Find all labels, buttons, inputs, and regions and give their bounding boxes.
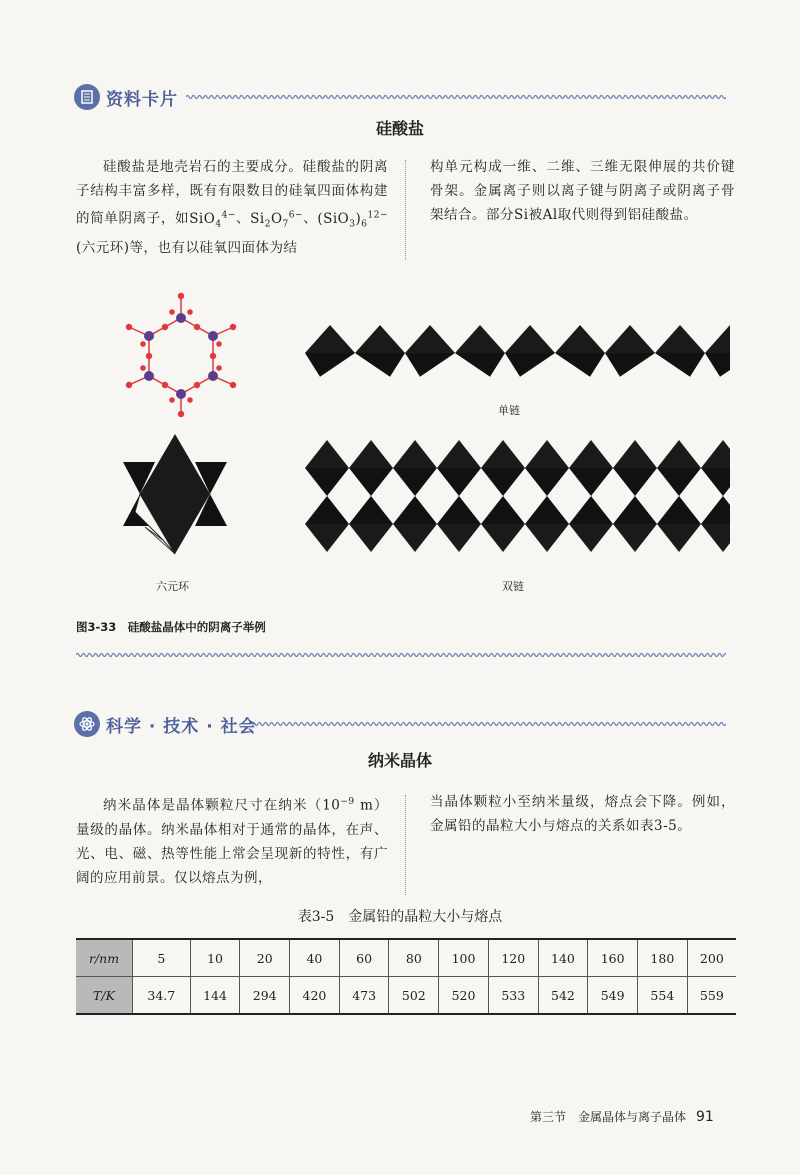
tetrahedron — [655, 353, 705, 377]
table-cell: 542 — [538, 977, 588, 1015]
card-text-2: (六元环)等，也有以硅氧四面体为结 — [76, 240, 298, 257]
row-header: r/nm — [76, 939, 133, 977]
tetrahedron — [705, 325, 730, 353]
tetrahedron — [605, 353, 655, 377]
table-cell: 473 — [339, 977, 389, 1015]
tetrahedron — [305, 440, 349, 468]
card-text-right: 构单元构成一维、二维、三维无限伸展的共价键骨架。金属离子则以离子键与阴离子或阴离子骨架结合。部分Si被Al取代则得到铝硅酸盐。 — [430, 159, 735, 223]
table-cell: 10 — [190, 939, 240, 977]
tetrahedron — [701, 524, 730, 552]
wavy-divider — [186, 93, 726, 101]
tetrahedron — [657, 468, 701, 496]
figure-caption: 图3-33 硅酸盐晶体中的阴离子举例 — [76, 620, 266, 634]
wavy-divider-sts — [252, 720, 726, 728]
table-cell: 520 — [439, 977, 489, 1015]
tetrahedron — [525, 496, 569, 524]
tetrahedron — [305, 468, 349, 496]
row-header: T/K — [76, 977, 133, 1015]
tetrahedron — [555, 325, 605, 353]
notebook-icon — [74, 84, 100, 110]
tetrahedron — [305, 325, 355, 353]
tetrahedron — [405, 353, 455, 377]
atom-icon — [74, 711, 100, 737]
tetrahedron — [393, 440, 437, 468]
six-ring-molecule-diagram — [118, 288, 248, 418]
tetrahedron — [481, 440, 525, 468]
formula-sio4: SiO$_4^{4-}$ — [189, 210, 236, 230]
tetrahedron — [349, 496, 393, 524]
table-cell: 420 — [290, 977, 340, 1015]
table-cell: 533 — [488, 977, 538, 1015]
table-cell: 140 — [538, 939, 588, 977]
footer-section: 第三节 金属晶体与离子晶体 — [530, 1110, 687, 1124]
tetrahedron — [437, 496, 481, 524]
column-divider-sts — [405, 795, 406, 895]
single-chain-diagram — [300, 318, 730, 388]
tetrahedron — [505, 325, 555, 353]
tetrahedron — [481, 524, 525, 552]
table-cell: 559 — [687, 977, 736, 1015]
table-cell: 180 — [638, 939, 688, 977]
sts-right-column — [430, 790, 735, 838]
table-cell: 34.7 — [133, 977, 191, 1015]
tetrahedron — [613, 496, 657, 524]
tetrahedron — [349, 440, 393, 468]
six-ring-tetrahedra-diagram — [115, 432, 235, 557]
label-double-chain: 双链 — [502, 580, 524, 593]
sts-text-right: 当晶体颗粒小至纳米量级，熔点会下降。例如，金属铅的晶粒大小与熔点的关系如表3-5。 — [430, 794, 735, 834]
tetrahedron — [569, 524, 613, 552]
tetrahedron — [613, 468, 657, 496]
table-cell: 554 — [638, 977, 688, 1015]
tetrahedron — [525, 524, 569, 552]
table-cell: 80 — [389, 939, 439, 977]
formula-sio3-6: $(SiO_3)_6^{12-}$ — [317, 210, 388, 230]
tetrahedron — [701, 496, 730, 524]
table-cell: 60 — [339, 939, 389, 977]
tetrahedron — [393, 468, 437, 496]
table-cell: 20 — [240, 939, 290, 977]
tetrahedron — [613, 524, 657, 552]
tetrahedron — [701, 440, 730, 468]
section-label-sts: 科学 · 技术 · 社会 — [106, 716, 257, 737]
section-header-card — [74, 82, 178, 112]
page-number: 91 — [696, 1109, 714, 1125]
table-cell: 40 — [290, 939, 340, 977]
table-cell: 100 — [439, 939, 489, 977]
card-right-column — [430, 155, 735, 227]
card-text-1: 硅酸盐是地壳岩石的主要成分。硅酸盐的阴离子结构丰富多样，既有有限数目的硅氧四面体构建的简单阴离子，如 — [76, 159, 388, 227]
tetrahedron — [355, 325, 405, 353]
double-chain-diagram — [300, 440, 730, 552]
tetrahedron — [437, 468, 481, 496]
tetrahedron — [393, 496, 437, 524]
table-cell: 502 — [389, 977, 439, 1015]
tetrahedron — [455, 353, 505, 377]
table-cell: 160 — [588, 939, 638, 977]
tetrahedron — [657, 440, 701, 468]
label-single-chain: 单链 — [498, 404, 520, 417]
section-header-sts — [74, 709, 257, 739]
tetrahedron — [657, 524, 701, 552]
tetrahedron — [305, 353, 355, 377]
tetrahedron — [349, 524, 393, 552]
tetrahedron — [349, 468, 393, 496]
lead-melting-point-table — [76, 938, 736, 1015]
table-caption: 表3-5 金属铅的晶粒大小与熔点 — [297, 909, 503, 925]
tetrahedron — [705, 353, 730, 377]
table-cell: 294 — [240, 977, 290, 1015]
table-cell: 120 — [488, 939, 538, 977]
tetrahedron — [481, 468, 525, 496]
tetrahedron — [525, 468, 569, 496]
tetrahedron — [355, 353, 405, 377]
article-title: 硅酸盐 — [375, 119, 424, 138]
tetrahedron — [569, 468, 613, 496]
table-cell: 549 — [588, 977, 638, 1015]
tetrahedron — [405, 325, 455, 353]
tetrahedron — [305, 524, 349, 552]
page-footer — [530, 1108, 714, 1125]
tetrahedron — [305, 496, 349, 524]
section-label: 资料卡片 — [106, 89, 178, 110]
tetrahedron — [481, 496, 525, 524]
formula-si2o7: $Si_2O_7^{6-}$ — [250, 210, 304, 230]
tetrahedron — [437, 524, 481, 552]
sts-left-column: 纳米晶体是晶体颗粒尺寸在纳米（$10^{-9}$ m）量级的晶体。纳米晶体相对于通常的晶体，在声、光、电、磁、热等性能上常会呈现新的特性，有广阔的应用前景。仅以熔点为例， — [76, 797, 388, 886]
card-left-column: 硅酸盐是地壳岩石的主要成分。硅酸盐的阴离子结构丰富多样，既有有限数目的硅氧四面体构建的简单阴离子，如SiO$_4^{4-}$、$Si_2O_7^{6-}$、$(SiO_3)_6^{12-}$(六元环)等，也有以硅氧四面体为结 — [76, 159, 388, 257]
tetrahedron — [569, 496, 613, 524]
tetrahedron — [569, 440, 613, 468]
table-cell: 144 — [190, 977, 240, 1015]
tetrahedron — [655, 325, 705, 353]
label-six-ring: 六元环 — [156, 580, 189, 593]
tetrahedron — [605, 325, 655, 353]
tetrahedron — [525, 440, 569, 468]
tetrahedron — [701, 468, 730, 496]
wavy-divider-bottom — [76, 651, 726, 659]
table-row — [76, 977, 736, 1015]
column-divider — [405, 160, 406, 260]
tetrahedron — [555, 353, 605, 377]
table-row — [76, 939, 736, 977]
table-cell: 200 — [687, 939, 736, 977]
table-cell: 5 — [133, 939, 191, 977]
tetrahedron — [455, 325, 505, 353]
tetrahedron — [613, 440, 657, 468]
tetrahedron — [657, 496, 701, 524]
tetrahedron — [437, 440, 481, 468]
tetrahedron — [505, 353, 555, 377]
article-title-sts: 纳米晶体 — [367, 751, 432, 770]
tetrahedron — [393, 524, 437, 552]
